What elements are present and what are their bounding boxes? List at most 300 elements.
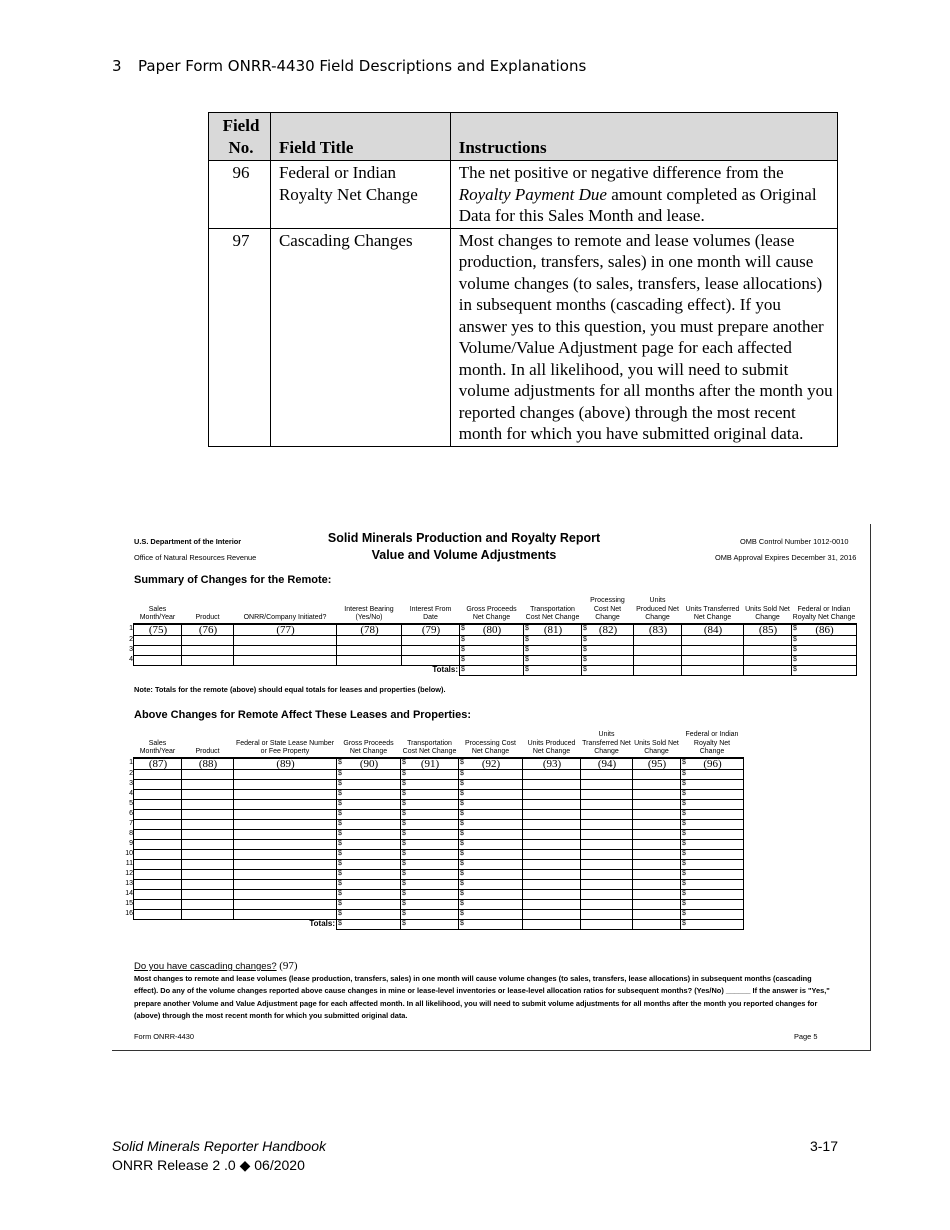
leases-cell (234, 790, 337, 800)
summary-total-cell (524, 666, 582, 676)
leases-cell (681, 910, 744, 920)
leases-cell (337, 758, 401, 770)
leases-cell (633, 820, 681, 830)
summary-total-cell (182, 666, 234, 676)
leases-cell (581, 900, 633, 910)
dollar-sign: $ (525, 656, 529, 663)
dollar-sign: $ (525, 666, 529, 673)
leases-total-cell (401, 920, 459, 930)
footer-page-number: 3-17 (809, 1138, 838, 1154)
leases-cell (523, 780, 581, 790)
dollar-sign: $ (682, 870, 686, 877)
leases-cell (129, 840, 182, 850)
row-number: 6 (129, 810, 133, 817)
summary-total-cell (634, 666, 682, 676)
summary-table (129, 590, 857, 676)
leases-cell (234, 860, 337, 870)
dollar-sign: $ (460, 890, 464, 897)
leases-cell (581, 870, 633, 880)
dollar-sign: $ (793, 666, 797, 673)
leases-total-cell (681, 920, 744, 930)
row-number: 1 (129, 759, 133, 766)
field-title: Federal or Indian Royalty Net Change (270, 161, 450, 229)
leases-cell (337, 910, 401, 920)
dollar-sign: $ (338, 850, 342, 857)
leases-cell (459, 900, 523, 910)
summary-cell (337, 624, 402, 636)
summary-cell (402, 624, 460, 636)
leases-cell (182, 810, 234, 820)
field-code: (85) (758, 624, 778, 636)
footer-release: ONRR Release 2 .0 ◆ 06/2020 (112, 1157, 305, 1173)
leases-cell (182, 790, 234, 800)
summary-cell (582, 646, 634, 656)
field-code: (82) (598, 624, 618, 636)
dollar-sign: $ (402, 820, 406, 827)
totals-label: Totals: (309, 919, 335, 928)
table-row (134, 790, 744, 800)
leases-cell (459, 790, 523, 800)
leases-cell (523, 870, 581, 880)
dollar-sign: $ (460, 810, 464, 817)
table-row (134, 800, 744, 810)
leases-cell (401, 758, 459, 770)
dollar-sign: $ (402, 810, 406, 817)
dollar-sign: $ (338, 830, 342, 837)
leases-cell (681, 780, 744, 790)
leases-cell (401, 860, 459, 870)
leases-cell (633, 870, 681, 880)
header-instructions: Instructions (450, 113, 837, 161)
leases-cell (581, 840, 633, 850)
leases-cell (523, 840, 581, 850)
section-title: Paper Form ONRR-4430 Field Descriptions and Explanations (138, 57, 587, 75)
leases-col-header: Federal or State Lease Number or Fee Property (235, 739, 335, 755)
form-office: Office of Natural Resources Revenue (134, 553, 257, 562)
summary-col-header: ONRR/Company Initiated? (243, 613, 327, 621)
leases-cell (234, 880, 337, 890)
dollar-sign: $ (461, 646, 465, 653)
summary-total-cell (582, 666, 634, 676)
table-row (134, 880, 744, 890)
leases-cell (337, 840, 401, 850)
form-dept: U.S. Department of the Interior (134, 537, 242, 546)
summary-col-header: Gross Proceeds Net Change (466, 605, 517, 621)
leases-cell (125, 880, 182, 890)
dollar-sign: $ (682, 759, 686, 766)
dollar-sign: $ (583, 666, 587, 673)
leases-cell (459, 890, 523, 900)
omb-control-number: OMB Control Number 1012-0010 (740, 537, 849, 546)
summary-cell (460, 656, 524, 666)
summary-total-cell (744, 666, 792, 676)
leases-cell (523, 758, 581, 770)
leases-cell (459, 860, 523, 870)
leases-cell (523, 790, 581, 800)
dollar-sign: $ (525, 625, 529, 632)
leases-cell (337, 880, 401, 890)
leases-cell (182, 890, 234, 900)
omb-expiration: OMB Approval Expires December 31, 2016 (715, 553, 857, 562)
dollar-sign: $ (460, 800, 464, 807)
row-number: 3 (129, 780, 133, 787)
leases-cell (182, 800, 234, 810)
leases-cell (523, 850, 581, 860)
field-code: (94) (597, 758, 617, 770)
leases-table (125, 724, 744, 930)
summary-col-header: Transportation Cost Net Change (525, 605, 580, 621)
leases-cell (581, 850, 633, 860)
dollar-sign: $ (402, 860, 406, 867)
summary-col-header: Processing Cost Net Change (590, 597, 625, 621)
leases-cell (337, 870, 401, 880)
summary-cell (634, 646, 682, 656)
row-number: 14 (125, 890, 133, 897)
leases-cell (182, 900, 234, 910)
summary-col-header: Units Sold Net Change (745, 605, 790, 621)
leases-cell (234, 890, 337, 900)
leases-cell (129, 758, 182, 770)
row-number: 5 (129, 800, 133, 807)
leases-cell (633, 880, 681, 890)
leases-cell (401, 870, 459, 880)
field-title: Cascading Changes (270, 228, 450, 446)
summary-cell (792, 656, 857, 666)
dollar-sign: $ (460, 820, 464, 827)
leases-cell (337, 830, 401, 840)
form-title: Solid Minerals Production and Royalty Report (327, 531, 601, 545)
summary-cell (744, 646, 792, 656)
dollar-sign: $ (682, 900, 686, 907)
leases-col-header: Transportation Cost Net Change (402, 739, 457, 755)
dollar-sign: $ (402, 890, 406, 897)
dollar-sign: $ (461, 636, 465, 643)
dollar-sign: $ (460, 790, 464, 797)
leases-cell (129, 790, 182, 800)
leases-cell (681, 810, 744, 820)
leases-cell (337, 780, 401, 790)
dollar-sign: $ (460, 780, 464, 787)
dollar-sign: $ (583, 646, 587, 653)
summary-col-header: Sales Month/Year (139, 605, 176, 621)
table-row (134, 900, 744, 910)
summary-cell (582, 624, 634, 636)
leases-cell (459, 780, 523, 790)
dollar-sign: $ (338, 890, 342, 897)
dollar-sign: $ (402, 759, 406, 766)
summary-cell (744, 636, 792, 646)
leases-cell (234, 840, 337, 850)
summary-total-cell (234, 666, 337, 676)
table-row (134, 780, 744, 790)
dollar-sign: $ (682, 830, 686, 837)
table-row (134, 850, 744, 860)
header-field-title: Field Title (270, 113, 450, 161)
dollar-sign: $ (402, 850, 406, 857)
summary-cell (402, 636, 460, 646)
leases-cell (681, 840, 744, 850)
summary-cell (234, 624, 337, 636)
dollar-sign: $ (682, 920, 686, 927)
summary-cell (792, 636, 857, 646)
table-row (134, 870, 744, 880)
leases-cell (459, 810, 523, 820)
leases-cell (459, 770, 523, 780)
leases-cell (182, 910, 234, 920)
leases-cell (182, 860, 234, 870)
dollar-sign: $ (525, 646, 529, 653)
dollar-sign: $ (460, 830, 464, 837)
totals-row (134, 666, 857, 676)
dollar-sign: $ (682, 850, 686, 857)
leases-cell (182, 870, 234, 880)
leases-total-cell (523, 920, 581, 930)
field-code: (88) (198, 758, 218, 770)
leases-total-cell (134, 920, 182, 930)
field-instructions: Most changes to remote and lease volumes (lease production, transfers, sales) in one month will cause volume changes (to sales, transfers, lease allocations) in subsequent months (cascading effect). If you answer yes to this question, you must prepare another Volume/Value Adjustment page for each affected month. In all likelihood, you will need to submit volume adjustments for all months after the month you reported changes (above) through the most recent month for which you have submitted original data. (450, 228, 837, 446)
table-row (134, 910, 744, 920)
summary-cell (129, 646, 182, 656)
leases-cell (681, 850, 744, 860)
leases-col-header: Units Produced Net Change (527, 739, 576, 755)
leases-cell (581, 910, 633, 920)
leases-cell (401, 790, 459, 800)
leases-cell (633, 780, 681, 790)
field-code: (93) (542, 758, 562, 770)
leases-cell (681, 830, 744, 840)
leases-cell (234, 780, 337, 790)
dollar-sign: $ (402, 880, 406, 887)
leases-cell (234, 870, 337, 880)
leases-cell (581, 770, 633, 780)
leases-cell (581, 800, 633, 810)
dollar-sign: $ (338, 790, 342, 797)
leases-cell (337, 790, 401, 800)
dollar-sign: $ (460, 770, 464, 777)
leases-cell (523, 830, 581, 840)
dollar-sign: $ (525, 636, 529, 643)
row-number: 7 (129, 820, 133, 827)
table-row (134, 860, 744, 870)
leases-cell (129, 820, 182, 830)
dollar-sign: $ (583, 625, 587, 632)
leases-cell (182, 820, 234, 830)
leases-cell (401, 840, 459, 850)
summary-total-cell (792, 666, 857, 676)
row-number: 1 (129, 625, 133, 632)
summary-col-header: Product (195, 613, 220, 621)
leases-cell (633, 800, 681, 810)
field-instructions: The net positive or negative difference from the Royalty Payment Due amount completed as Original Data for this Sales Month and lease. (450, 161, 837, 229)
section-number: 3 (112, 57, 122, 75)
dollar-sign: $ (402, 870, 406, 877)
summary-section-title: Summary of Changes for the Remote: (134, 574, 332, 586)
leases-cell (234, 800, 337, 810)
dollar-sign: $ (402, 830, 406, 837)
summary-cell (234, 636, 337, 646)
summary-cell (682, 636, 744, 646)
leases-cell (401, 850, 459, 860)
leases-cell (681, 880, 744, 890)
leases-cell (681, 790, 744, 800)
form-page-label: Page 5 (794, 1032, 818, 1041)
leases-cell (681, 860, 744, 870)
dollar-sign: $ (460, 920, 464, 927)
dollar-sign: $ (338, 780, 342, 787)
leases-cell (581, 790, 633, 800)
leases-col-header: Gross Proceeds Net Change (343, 739, 394, 755)
field-code: (89) (276, 758, 295, 770)
field-code: (79) (421, 624, 441, 636)
form-onrr-4430-image (112, 524, 871, 1051)
field-code: (81) (543, 624, 563, 636)
leases-cell (633, 900, 681, 910)
summary-total-cell (682, 666, 744, 676)
leases-cell (182, 850, 234, 860)
field-code: (80) (482, 624, 502, 636)
leases-cell (633, 830, 681, 840)
leases-col-header: Federal or Indian Royalty Net Change (685, 731, 739, 755)
leases-cell (337, 850, 401, 860)
dollar-sign: $ (402, 790, 406, 797)
leases-cell (125, 860, 182, 870)
leases-cell (125, 900, 182, 910)
leases-total-cell (581, 920, 633, 930)
dollar-sign: $ (460, 759, 464, 766)
table-row (134, 840, 744, 850)
table-row (134, 646, 857, 656)
dollar-sign: $ (338, 770, 342, 777)
leases-total-cell (459, 920, 523, 930)
leases-cell (234, 810, 337, 820)
dollar-sign: $ (682, 860, 686, 867)
form-subtitle: Value and Volume Adjustments (371, 548, 557, 562)
header-field-no: Field No. (209, 113, 271, 161)
summary-cell (182, 636, 234, 646)
leases-cell (459, 850, 523, 860)
field-code: (77) (276, 624, 295, 636)
field-code: (96) (703, 758, 722, 770)
table-header-row (209, 113, 838, 161)
field-code: (95) (647, 758, 667, 770)
leases-cell (633, 790, 681, 800)
summary-cell (460, 624, 524, 636)
dollar-sign: $ (682, 780, 686, 787)
dollar-sign: $ (338, 810, 342, 817)
leases-cell (459, 758, 523, 770)
dollar-sign: $ (461, 666, 465, 673)
dollar-sign: $ (460, 900, 464, 907)
leases-cell (633, 850, 681, 860)
summary-cell (744, 624, 792, 636)
summary-col-header: Interest Bearing (Yes/No) (344, 605, 394, 621)
leases-cell (401, 810, 459, 820)
leases-cell (125, 910, 182, 920)
leases-cell (129, 780, 182, 790)
table-row (134, 636, 857, 646)
leases-cell (459, 870, 523, 880)
row-number: 15 (125, 900, 133, 907)
leases-cell (523, 860, 581, 870)
leases-cell (633, 890, 681, 900)
summary-cell (524, 636, 582, 646)
table-row (134, 770, 744, 780)
summary-col-header: Federal or Indian Royalty Net Change (792, 605, 856, 621)
summary-cell (402, 656, 460, 666)
leases-cell (401, 900, 459, 910)
dollar-sign: $ (682, 880, 686, 887)
dollar-sign: $ (338, 870, 342, 877)
leases-cell (401, 820, 459, 830)
leases-col-header: Units Sold Net Change (634, 739, 679, 755)
summary-total-cell (460, 666, 524, 676)
form-number: Form ONRR-4430 (134, 1032, 194, 1041)
summary-cell (524, 656, 582, 666)
summary-cell (524, 624, 582, 636)
dollar-sign: $ (793, 625, 797, 632)
leases-cell (523, 770, 581, 780)
leases-cell (459, 880, 523, 890)
summary-cell (634, 656, 682, 666)
table-row (134, 624, 857, 636)
leases-cell (234, 910, 337, 920)
leases-cell (681, 870, 744, 880)
summary-cell (129, 624, 182, 636)
totals-label: Totals: (432, 665, 458, 674)
leases-cell (401, 910, 459, 920)
leases-cell (581, 810, 633, 820)
dollar-sign: $ (793, 656, 797, 663)
dollar-sign: $ (793, 646, 797, 653)
table-row (209, 228, 838, 446)
summary-cell (337, 636, 402, 646)
summary-cell (402, 646, 460, 656)
summary-total-cell (134, 666, 182, 676)
leases-cell (129, 830, 182, 840)
leases-cell (234, 850, 337, 860)
field-code: (75) (148, 624, 168, 636)
leases-cell (337, 800, 401, 810)
leases-cell (401, 800, 459, 810)
leases-cell (337, 810, 401, 820)
leases-cell (401, 880, 459, 890)
field-code: (87) (148, 758, 168, 770)
row-number: 10 (125, 850, 133, 857)
dollar-sign: $ (338, 759, 342, 766)
dollar-sign: $ (461, 656, 465, 663)
leases-cell (182, 840, 234, 850)
leases-cell (401, 780, 459, 790)
summary-cell (524, 646, 582, 656)
leases-cell (337, 770, 401, 780)
summary-cell (460, 646, 524, 656)
row-number: 12 (125, 870, 133, 877)
leases-cell (633, 810, 681, 820)
dollar-sign: $ (338, 840, 342, 847)
leases-cell (182, 830, 234, 840)
summary-col-header: Interest From Date (409, 605, 452, 621)
summary-cell (634, 624, 682, 636)
leases-cell (523, 810, 581, 820)
dollar-sign: $ (682, 800, 686, 807)
leases-cell (523, 800, 581, 810)
leases-cell (234, 900, 337, 910)
table-row (134, 656, 857, 666)
dollar-sign: $ (682, 820, 686, 827)
dollar-sign: $ (338, 800, 342, 807)
dollar-sign: $ (793, 636, 797, 643)
dollar-sign: $ (338, 860, 342, 867)
